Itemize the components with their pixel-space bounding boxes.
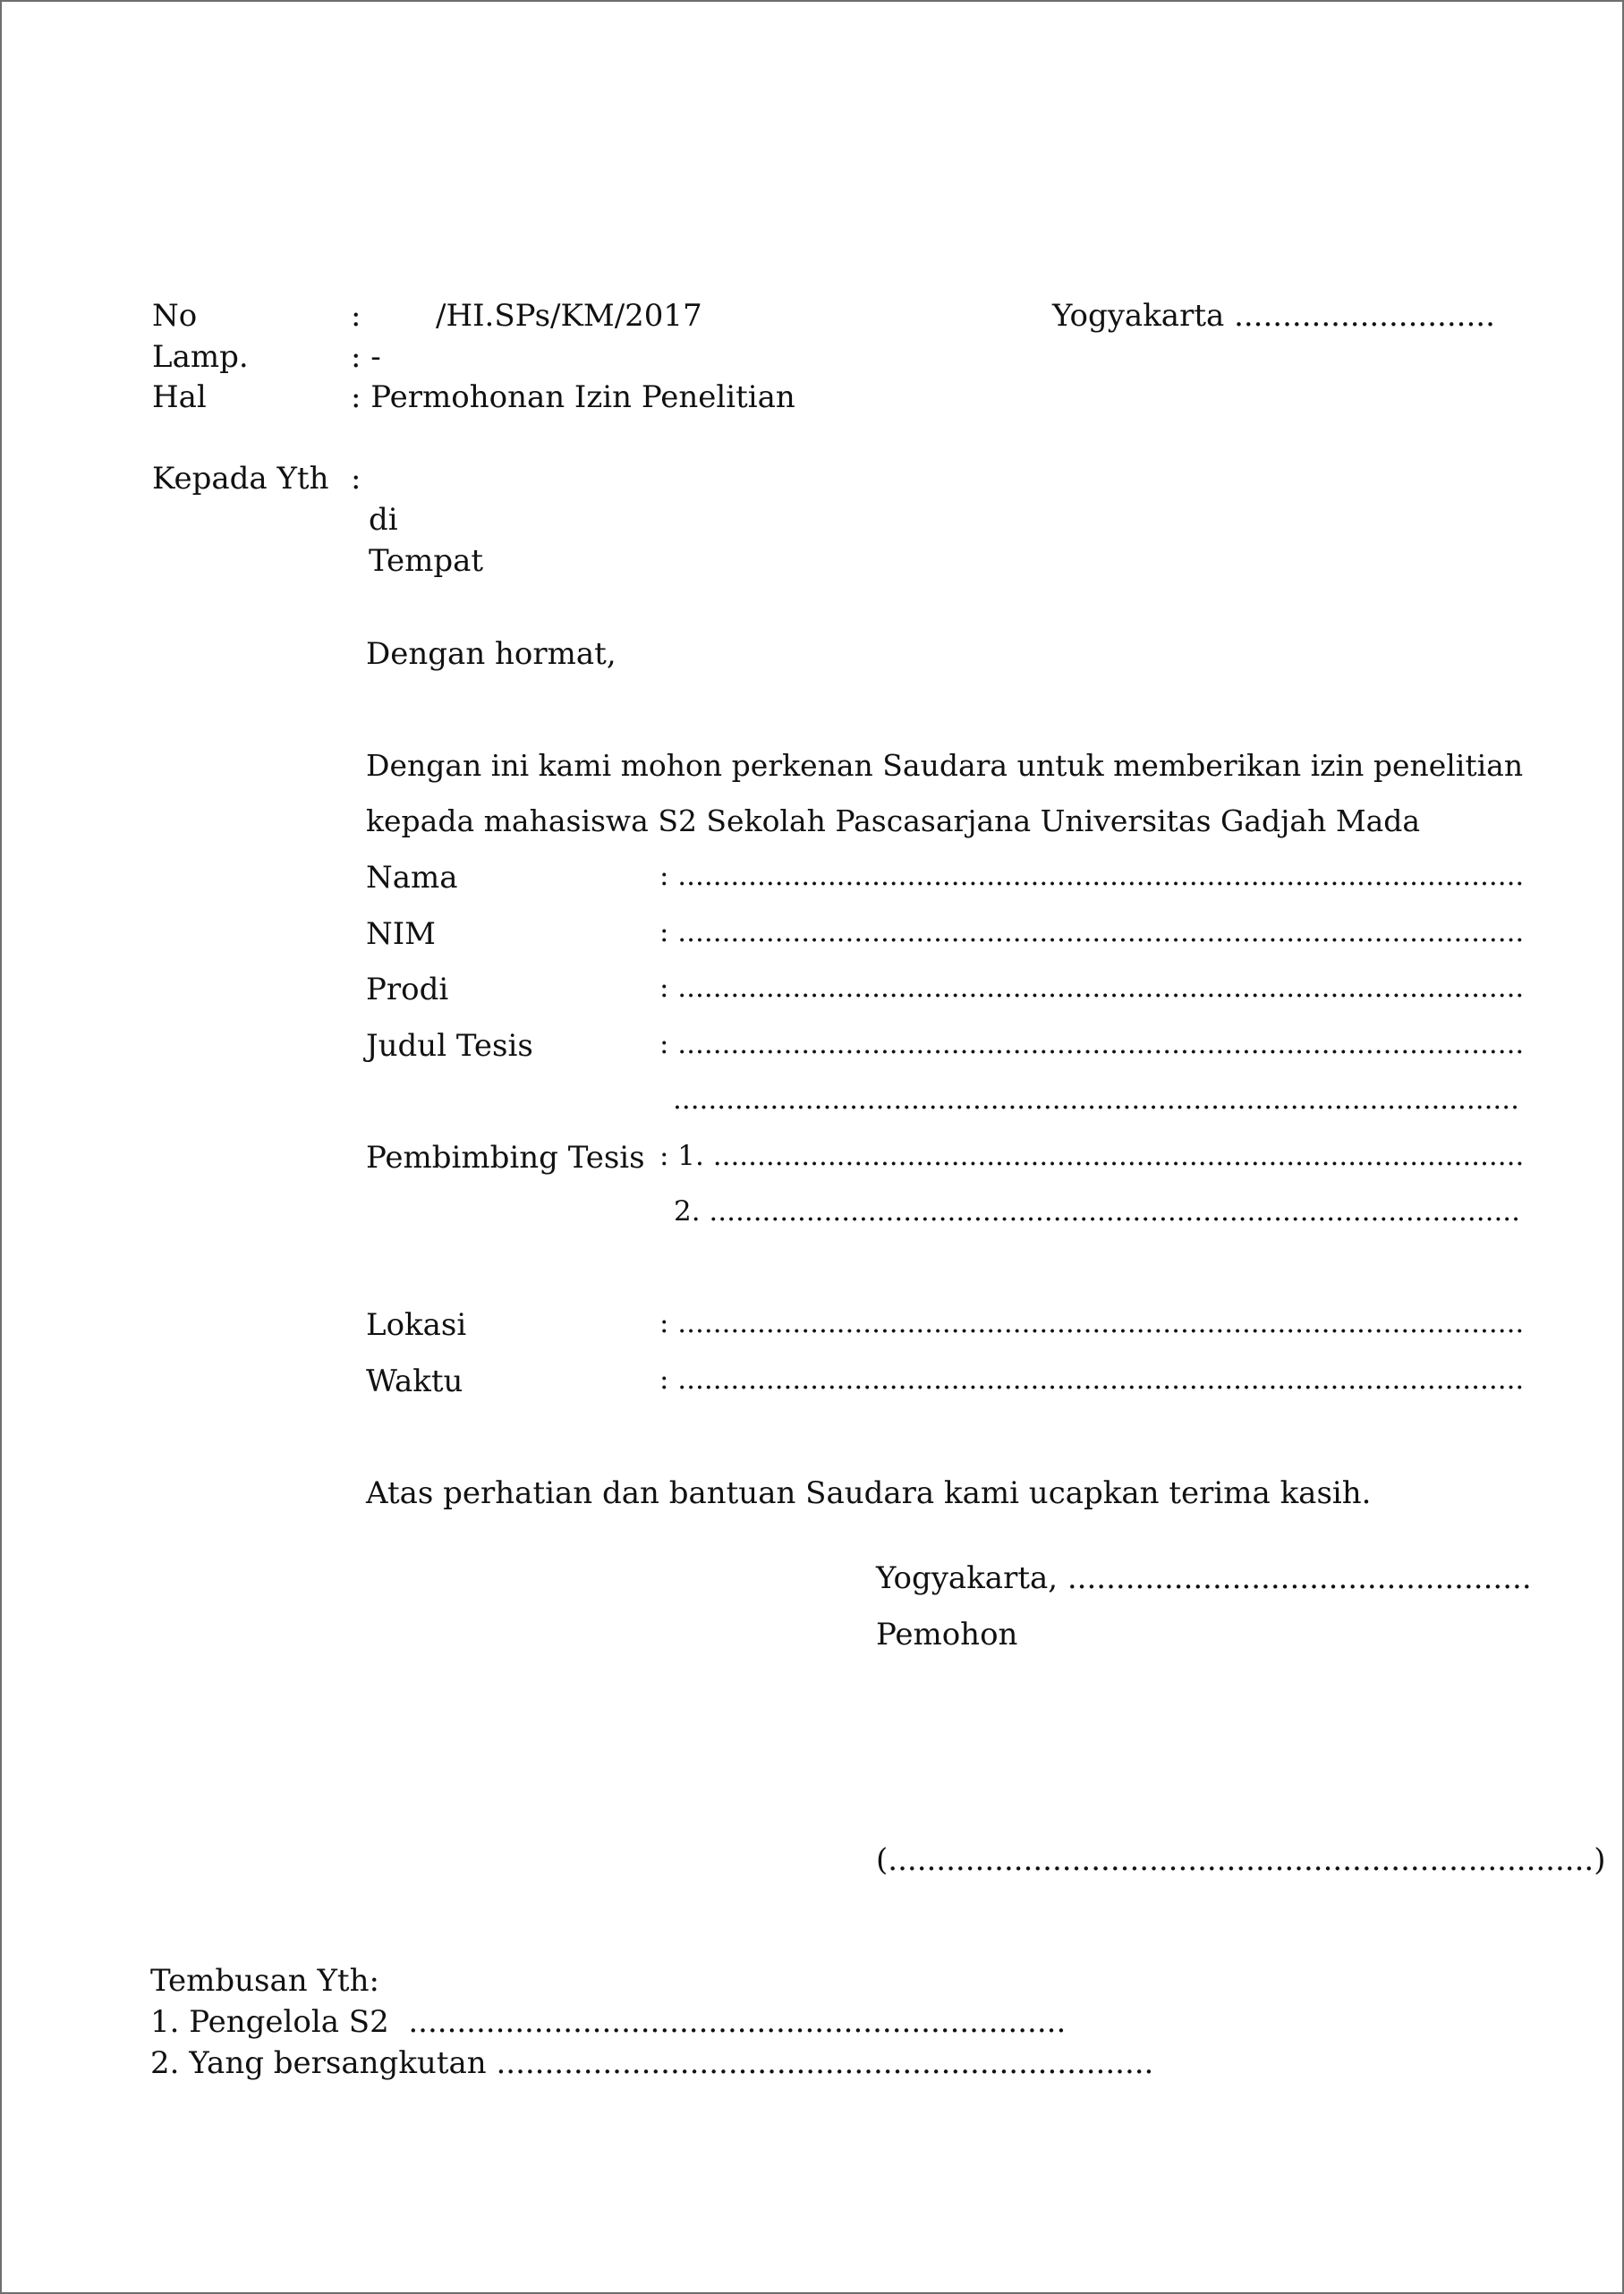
field-waktu-value: : ................................................................................................ <box>659 1364 1525 1396</box>
letter-number: /HI.SPs/KM/2017 <box>436 298 702 334</box>
paragraph-line-1: Dengan ini kami mohon perkenan Saudara untuk memberikan izin penelitian <box>366 748 1524 783</box>
field-nama-value: : ................................................................................................ <box>659 860 1525 892</box>
field-lokasi-value: : ................................................................................................ <box>659 1307 1525 1339</box>
greeting: Dengan hormat, <box>366 636 616 672</box>
recipient-line-di: di <box>369 502 398 538</box>
hal-label: Hal <box>152 379 207 415</box>
recipient-label: Kepada Yth <box>152 461 329 497</box>
field-pembimbing-label: Pembimbing Tesis <box>366 1140 645 1176</box>
field-pembimbing-value-2: 2. ............................................................................................ <box>674 1195 1520 1228</box>
field-judul-value: : ................................................................................................ <box>659 1028 1525 1060</box>
field-prodi-value: : ................................................................................................ <box>659 972 1525 1004</box>
field-nama-label: Nama <box>366 860 458 896</box>
field-judul-value-2: ................................................................................................ <box>673 1083 1519 1116</box>
header-place-date: Yogyakarta ........................... <box>1052 298 1495 334</box>
field-prodi-label: Prodi <box>366 972 449 1007</box>
signature-name-line: (.........................................................................) <box>876 1842 1606 1878</box>
lamp-label: Lamp. <box>152 339 249 375</box>
field-nim-label: NIM <box>366 916 436 952</box>
signature-place-date: Yogyakarta, ................................................ <box>876 1560 1532 1596</box>
field-pembimbing-value-1: : 1. ............................................................................................ <box>659 1140 1525 1172</box>
field-judul-label: Judul Tesis <box>366 1028 533 1064</box>
field-lokasi-label: Lokasi <box>366 1307 467 1343</box>
field-waktu-label: Waktu <box>366 1364 463 1399</box>
cc-item-2: 2. Yang bersangkutan .................................................................... <box>150 2045 1154 2081</box>
signature-role: Pemohon <box>876 1617 1018 1653</box>
recipient-colon: : <box>351 461 361 497</box>
closing-sentence: Atas perhatian dan bantuan Saudara kami ucapkan terima kasih. <box>366 1475 1372 1511</box>
no-colon: : <box>351 298 361 334</box>
cc-item-1: 1. Pengelola S2 .................................................................... <box>150 2004 1067 2040</box>
recipient-line-tempat: Tempat <box>369 543 484 579</box>
no-label: No <box>152 298 198 334</box>
field-nim-value: : ................................................................................................ <box>659 916 1525 948</box>
lamp-value: : - <box>351 339 381 375</box>
paragraph-line-2: kepada mahasiswa S2 Sekolah Pascasarjana Universitas Gadjah Mada <box>366 803 1421 838</box>
hal-value: : Permohonan Izin Penelitian <box>351 379 795 415</box>
cc-title: Tembusan Yth: <box>150 1963 379 1999</box>
